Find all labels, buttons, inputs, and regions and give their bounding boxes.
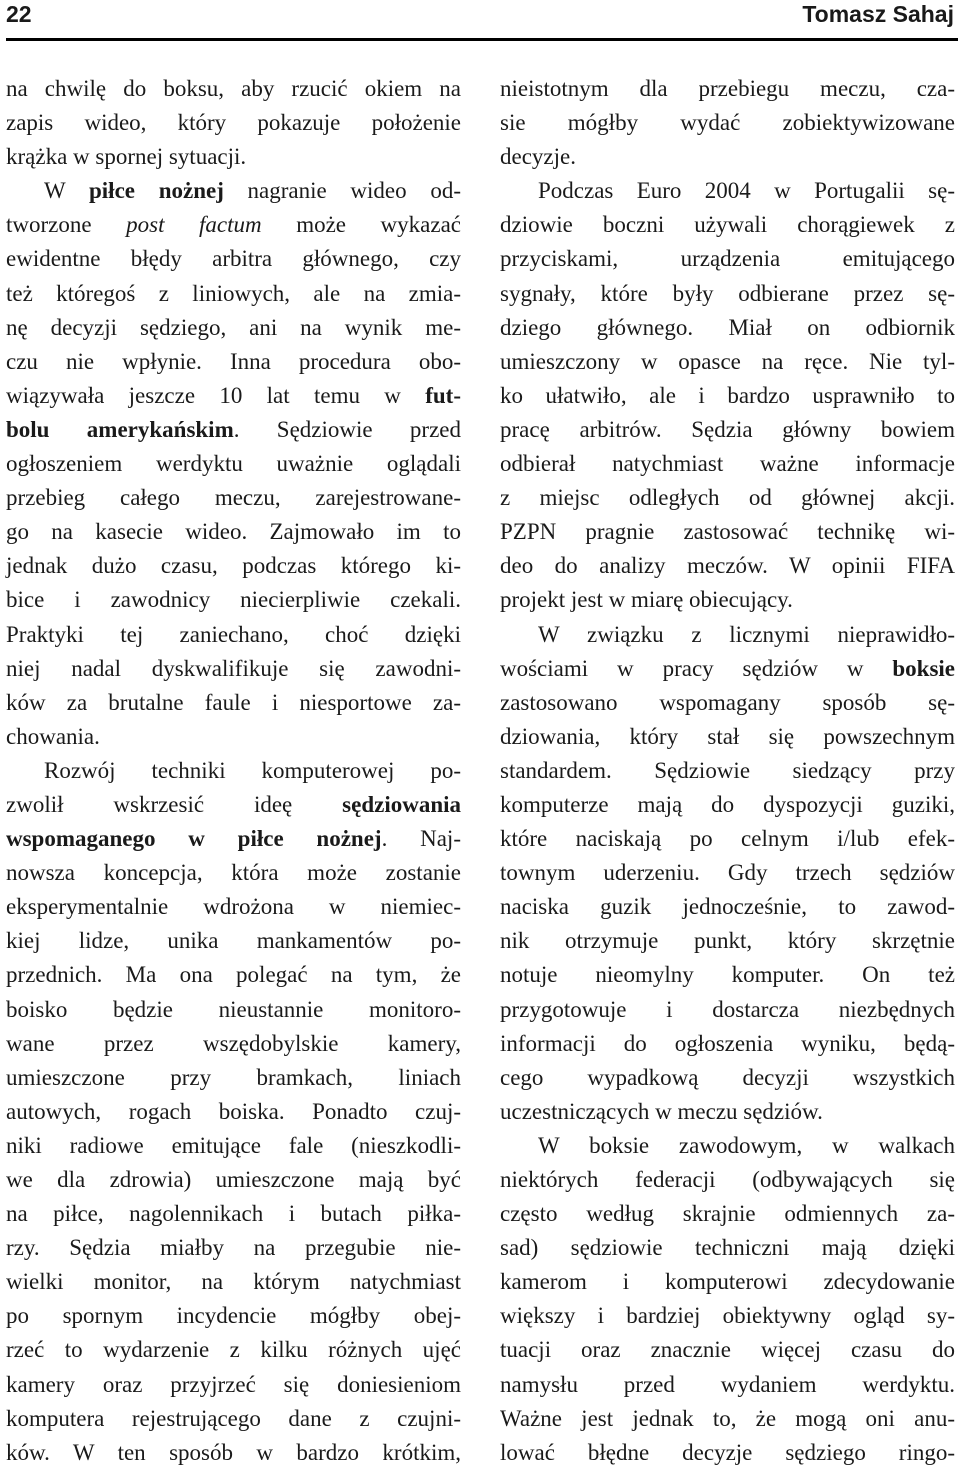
text-line: dziowania, który stał się powszechnym bbox=[500, 723, 955, 749]
text-line: ewidentne błędy arbitra głównego, czy bbox=[6, 246, 461, 272]
text-line: namysłu przed wydaniem werdyktu. bbox=[500, 1371, 955, 1397]
text-line: ków za brutalne faule i niesportowe za- bbox=[6, 689, 461, 715]
text-line: umieszczony w opasce na ręce. Nie tyl- bbox=[500, 348, 955, 374]
text-line: wiązywała jeszcze 10 lat temu w fut- bbox=[6, 382, 461, 408]
text-line: cego wypadkową decyzji wszystkich bbox=[500, 1064, 955, 1090]
text-line: W piłce nożnej nagranie wideo od- bbox=[44, 178, 462, 204]
text-line: wielki monitor, na którym natychmiast bbox=[6, 1269, 461, 1295]
text-line: niki radiowe emitujące fale (nieszkodli- bbox=[6, 1132, 461, 1158]
text-line: umieszczone przy bramkach, liniach bbox=[6, 1064, 461, 1090]
text-line: wspomaganego w piłce nożnej. Naj- bbox=[6, 826, 461, 852]
text-line: lować błędne decyzje sędziego ringo- bbox=[500, 1439, 955, 1465]
text-line: nowsza koncepcja, która może zostanie bbox=[6, 860, 461, 886]
text-line: wościami w pracy sędziów w boksie bbox=[500, 655, 955, 681]
text-line: deo do analizy meczów. W opinii FIFA bbox=[500, 553, 955, 579]
text-line: przyciskami, urządzenia emitującego bbox=[500, 246, 955, 272]
text-line: dziowie boczni używali chorągiewek z bbox=[500, 212, 955, 238]
text-line: uczestniczących w meczu sędziów. bbox=[500, 1098, 823, 1124]
text-line: informacji do ogłoszenia wyniku, będą- bbox=[500, 1030, 955, 1056]
text-line: PZPN pragnie zastosować technikę wi- bbox=[500, 519, 955, 545]
text-line: bolu amerykańskim. Sędziowie przed bbox=[6, 416, 461, 442]
text-line: W boksie zawodowym, w walkach bbox=[538, 1132, 955, 1158]
text-line: krążka w spornej sytuacji. bbox=[6, 144, 247, 170]
text-line: po spornym incydencie mógłby obej- bbox=[6, 1303, 461, 1329]
text-line: niektórych federacji (odbywających się bbox=[500, 1167, 955, 1192]
text-line: czu nie wpłynie. Inna procedura obo- bbox=[6, 348, 461, 374]
text-line: ków. W ten sposób w bardzo krótkim, bbox=[6, 1439, 461, 1465]
text-line: eksperymentalnie wdrożona w niemiec- bbox=[6, 894, 461, 920]
text-line: kiej lidze, unika mankamentów po- bbox=[6, 928, 461, 954]
text-line: wane przez wszędobylskie kamery, bbox=[6, 1030, 461, 1056]
text-line: chowania. bbox=[6, 723, 100, 749]
text-line: sad) sędziowie techniczni mają dzięki bbox=[500, 1235, 955, 1261]
text-line: go na kasecie wideo. Zajmowało im to bbox=[6, 519, 461, 545]
text-line: większy i bardziej obiektywny ogląd sy- bbox=[500, 1303, 955, 1329]
text-line: rzy. Sędzia miałby na przegubie nie- bbox=[6, 1235, 461, 1261]
text-line: sie mógłby wydać zobiektywizowane bbox=[500, 110, 955, 136]
text-line: Podczas Euro 2004 w Portugalii sę- bbox=[538, 178, 955, 204]
running-head-author: Tomasz Sahaj bbox=[802, 1, 954, 27]
text-line: kamerom i komputerowi zdecydowanie bbox=[500, 1269, 955, 1295]
text-line: ko ułatwiło, ale i bardzo usprawniło to bbox=[500, 382, 955, 408]
text-line: zwolił wskrzesić ideę sędziowania bbox=[6, 791, 461, 817]
text-line: Praktyki tej zaniechano, choć dzięki bbox=[6, 621, 461, 647]
text-line: przednich. Ma ona polegać na tym, że bbox=[6, 962, 461, 988]
text-line: często według skrajnie odmiennych za- bbox=[500, 1201, 955, 1227]
text-line: rzeć to wydarzenie z kilku różnych ujęć bbox=[6, 1337, 461, 1363]
text-line: przygotowuje i dostarcza niezbędnych bbox=[500, 996, 955, 1022]
text-line: notuje nieomylny komputer. On też bbox=[500, 962, 955, 988]
text-line: townym uderzeniu. Gdy trzech sędziów bbox=[500, 860, 955, 886]
text-line: kamery oraz przyjrzeć się doniesieniom bbox=[6, 1371, 461, 1397]
text-line: W związku z licznymi nieprawidło- bbox=[538, 621, 955, 647]
text-line: nik otrzymuje punkt, który skrzętnie bbox=[500, 928, 955, 954]
text-line: Ważne jest jednak to, że mogą oni anu- bbox=[500, 1405, 955, 1431]
text-line: standardem. Sędziowie siedzący przy bbox=[500, 757, 955, 783]
text-line: autowych, rogach boiska. Ponadto czuj- bbox=[6, 1098, 461, 1124]
text-line: niej nadal dyskwalifikuje się zawodni- bbox=[6, 655, 461, 681]
page-header bbox=[0, 0, 960, 42]
right-text-column bbox=[500, 72, 955, 1470]
header-rule bbox=[6, 38, 958, 41]
text-line: przebieg całego meczu, zarejestrowane- bbox=[6, 485, 461, 511]
page-number: 22 bbox=[6, 1, 32, 27]
text-line: komputera rejestrującego dane z czujni- bbox=[6, 1405, 461, 1431]
text-line: bice i zawodnicy niecierpliwie czekali. bbox=[6, 587, 461, 613]
text-line: nę decyzji sędziego, ani na wynik me- bbox=[6, 314, 461, 340]
text-line: też któregoś z liniowych, ale na zmia- bbox=[6, 280, 461, 306]
text-line: na piłce, nagolennikach i butach piłka- bbox=[6, 1201, 461, 1227]
left-text-column bbox=[6, 72, 461, 1470]
text-line: pracę arbitrów. Sędzia główny bowiem bbox=[500, 416, 955, 442]
text-line: które naciskają po celnym i/lub efek- bbox=[500, 826, 955, 852]
text-line: tuacji oraz znacznie więcej czasu do bbox=[500, 1337, 955, 1363]
text-line: ogłoszeniem werdyktu uważnie oglądali bbox=[6, 451, 461, 477]
text-line: odbierał natychmiast ważne informacje bbox=[500, 451, 955, 477]
text-line: jednak dużo czasu, podczas którego ki- bbox=[6, 553, 461, 579]
text-line: Rozwój techniki komputerowej po- bbox=[44, 757, 461, 783]
text-line: we dla zdrowia) umieszczone mają być bbox=[6, 1167, 461, 1192]
text-line: na chwilę do boksu, aby rzucić okiem na bbox=[6, 76, 461, 101]
text-line: komputerze mają do dyspozycji guziki, bbox=[500, 791, 955, 817]
text-line: projekt jest w miarę obiecujący. bbox=[500, 587, 793, 613]
text-line: zastosowano wspomagany sposób sę- bbox=[500, 689, 955, 715]
text-line: nieistotnym dla przebiegu meczu, cza- bbox=[500, 76, 955, 101]
text-line: sygnały, które były odbierane przez sę- bbox=[500, 280, 955, 306]
text-line: decyzje. bbox=[500, 144, 576, 170]
text-line: tworzone post factum może wykazać bbox=[6, 212, 461, 238]
text-line: dziego głównego. Miał on odbiornik bbox=[500, 314, 955, 340]
text-line: boisko będzie nieustannie monitoro- bbox=[6, 996, 461, 1022]
text-line: z miejsc odległych od głównej akcji. bbox=[500, 485, 955, 511]
text-line: naciska guzik jednocześnie, to zawod- bbox=[500, 894, 955, 920]
text-line: zapis wideo, który pokazuje położenie bbox=[6, 110, 461, 136]
